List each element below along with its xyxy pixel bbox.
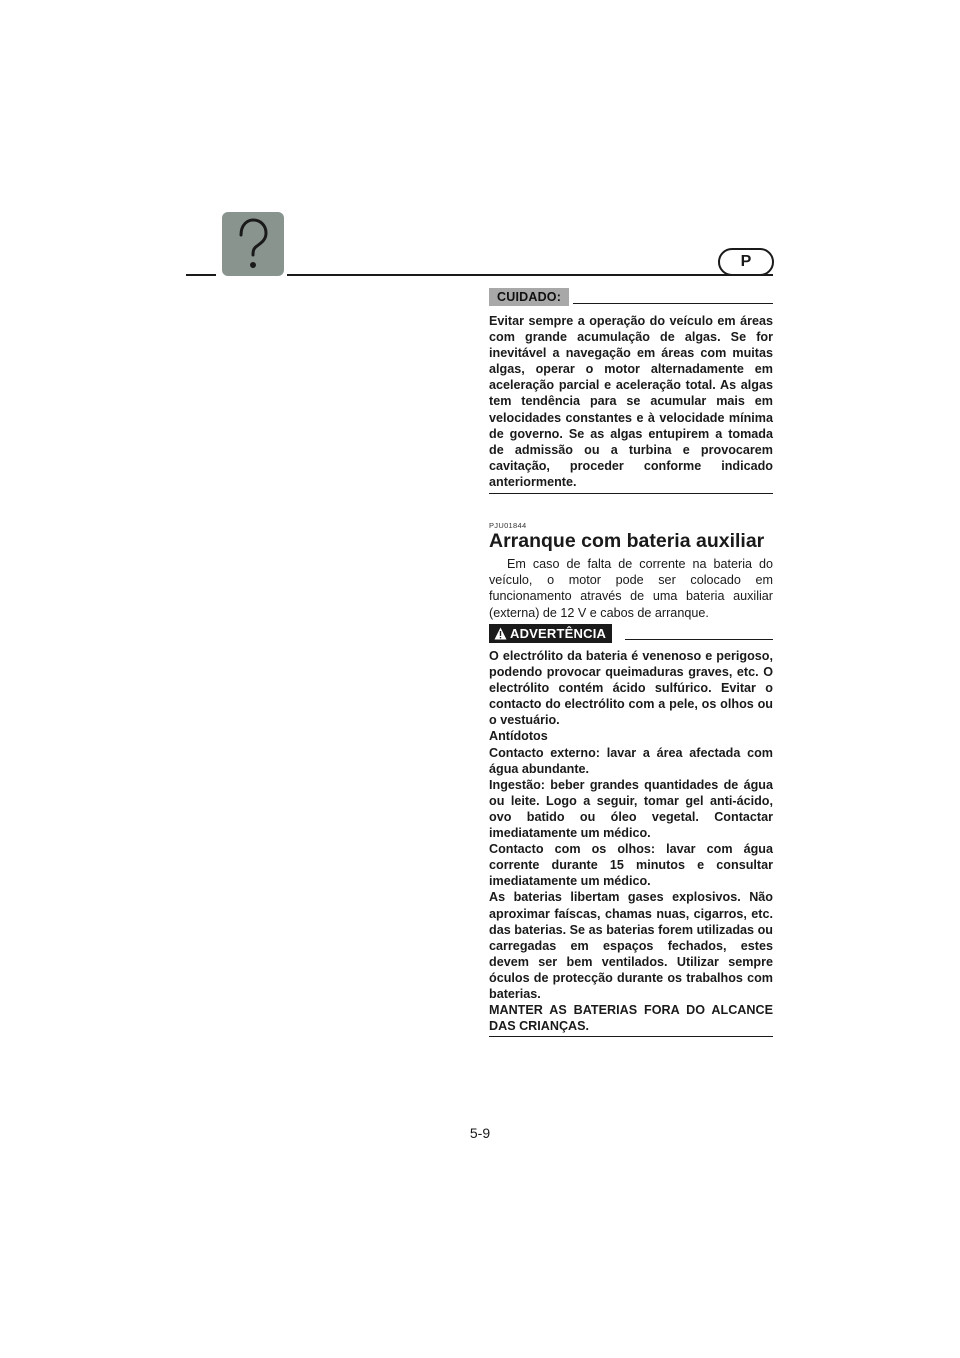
warning-paragraph: MANTER AS BATERIAS FORA DO ALCANCE DAS CRIANÇAS.: [489, 1003, 773, 1034]
caution-body: [489, 313, 773, 490]
caution-text: Evitar sempre a operação do veículo em áreas com grande acumulação de algas. Se for inevitável a navegação em áreas com muitas algas, operar o motor alternadamente em aceleração parcial e aceleração total. As algas tem tendência para se acumular mais em velocidades constantes e à velocidade mínima de governo. Se as algas entupirem a tomada de admissão ou a turbina e provocarem cavitação, proceder conforme indicado anteriormente.: [489, 314, 773, 489]
section-code: PJU01844: [489, 521, 527, 530]
header-rule-right: [287, 274, 773, 276]
warning-paragraph: Ingestão: beber grandes quantidades de água ou leite. Logo a seguir, tomar gel anti-ácido, ovo batido ou óleo vegetal. Contactar imediatamente um médico.: [489, 777, 773, 841]
caution-end-rule: [489, 493, 773, 494]
warning-paragraph: Contacto com os olhos: lavar com água corrente durante 15 minutos e consultar imediatamente um médico.: [489, 842, 773, 889]
caution-header: [489, 288, 773, 306]
header-rule-left: [186, 274, 216, 276]
question-mark-icon: [222, 212, 284, 276]
warning-end-rule: [489, 1036, 773, 1037]
warning-paragraph: Antídotos: [489, 729, 548, 744]
section-paragraph: Em caso de falta de corrente na bateria do veículo, o motor pode ser colocado em funcionamento através de uma bateria auxiliar (externa) de 12 V e cabos de arranque.: [489, 557, 773, 620]
warning-label-text: ADVERTÊNCIA: [510, 626, 607, 641]
page-number: 5-9: [469, 1125, 491, 1141]
warning-paragraph: Contacto externo: lavar a área afectada com água abundante.: [489, 745, 773, 776]
warning-body: [489, 648, 773, 1034]
warning-paragraph: O electrólito da bateria é venenoso e perigoso, podendo provocar queimaduras graves, etc. O electrólito contém ácido sulfúrico. Evitar o contacto do electrólito com a pele, os olhos ou o vestuário.: [489, 649, 773, 728]
warning-label: [489, 624, 612, 643]
section-title: Arranque com bateria auxiliar: [489, 530, 765, 552]
warning-header: [489, 624, 773, 643]
caution-header-rule: [573, 303, 773, 304]
warning-triangle-icon: [494, 627, 507, 640]
language-badge: P: [718, 248, 774, 276]
warning-paragraph: As baterias libertam gases explosivos. Não aproximar faíscas, chamas nuas, cigarros, etc. das baterias. Se as baterias forem utilizadas ou carregadas em espaços fechados, estes devem ser bem ventilados. Utilizar sempre óculos de protecção durante os trabalhos com baterias.: [489, 890, 773, 1001]
section-body: [489, 556, 773, 621]
warning-header-rule: [625, 639, 773, 640]
caution-label: CUIDADO:: [489, 288, 569, 306]
